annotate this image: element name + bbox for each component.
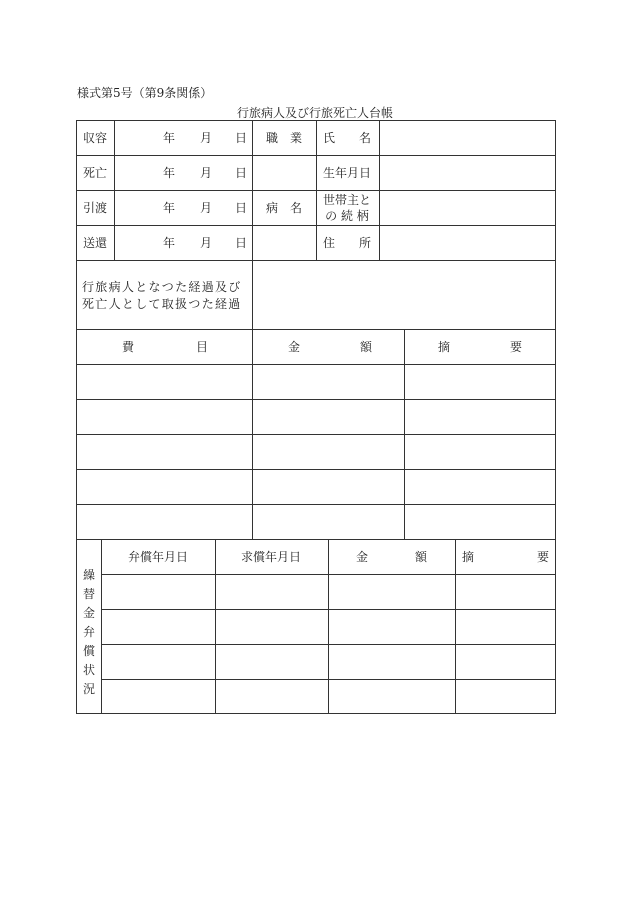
- rule: [76, 399, 556, 400]
- relation-label-line2: の 続 柄: [325, 209, 369, 223]
- rule: [379, 120, 380, 260]
- rule: [76, 120, 77, 714]
- rule: [555, 120, 556, 714]
- rule: [404, 329, 405, 540]
- row-label-repatriation: 送還: [83, 236, 108, 250]
- rule: [76, 434, 556, 435]
- rule: [328, 539, 329, 714]
- rule: [101, 539, 102, 714]
- rule: [76, 329, 556, 330]
- rule: [114, 120, 115, 260]
- name-label: 氏 名: [322, 131, 372, 145]
- expense-amount-header-a: 金: [287, 340, 301, 354]
- day-unit: 日: [234, 131, 248, 145]
- year-unit: 年: [162, 166, 176, 180]
- expense-note-header-a: 摘: [437, 340, 451, 354]
- rule: [316, 120, 317, 260]
- history-label-line1: 行旅病人となつた経過及び: [82, 280, 242, 294]
- form-number: 様式第5号（第9条関係）: [77, 86, 213, 100]
- expense-note-header-b: 要: [509, 340, 523, 354]
- form-title: 行旅病人及び行旅死亡人台帳: [236, 106, 393, 120]
- rule: [76, 504, 556, 505]
- repay-note-header-a: 摘: [462, 550, 475, 564]
- rule: [76, 260, 556, 261]
- month-unit: 月: [199, 131, 213, 145]
- rule: [252, 120, 253, 540]
- day-unit: 日: [234, 201, 248, 215]
- expense-item-header-b: 目: [195, 340, 209, 354]
- repay-date-header: 弁償年月日: [127, 550, 189, 564]
- row-label-death: 死亡: [83, 166, 108, 180]
- year-unit: 年: [162, 201, 176, 215]
- address-label: 住 所: [322, 236, 372, 250]
- repay-amount-header-b: 額: [414, 550, 428, 564]
- rule: [76, 539, 556, 540]
- relation-label-line1: 世帯主と: [322, 193, 372, 207]
- repay-amount-header-a: 金: [355, 550, 369, 564]
- rule: [76, 469, 556, 470]
- day-unit: 日: [234, 236, 248, 250]
- repay-side-label: 繰替金弁償状況: [82, 568, 95, 696]
- month-unit: 月: [199, 201, 213, 215]
- occupation-label: 職 業: [265, 131, 303, 145]
- month-unit: 月: [199, 166, 213, 180]
- claim-date-header: 求償年月日: [240, 550, 302, 564]
- history-label-line2: 死亡人として取扱つた経過: [82, 297, 242, 311]
- rule: [455, 539, 456, 714]
- rule: [215, 539, 216, 714]
- expense-item-header-a: 費: [121, 340, 135, 354]
- disease-label: 病 名: [265, 201, 303, 215]
- rule: [76, 364, 556, 365]
- year-unit: 年: [162, 236, 176, 250]
- rule: [76, 713, 556, 714]
- expense-amount-header-b: 額: [359, 340, 373, 354]
- year-unit: 年: [162, 131, 176, 145]
- row-label-admission: 収容: [83, 131, 108, 145]
- birthdate-label: 生年月日: [322, 166, 372, 180]
- repay-note-header-b: 要: [536, 550, 549, 564]
- day-unit: 日: [234, 166, 248, 180]
- row-label-handover: 引渡: [83, 201, 108, 215]
- month-unit: 月: [199, 236, 213, 250]
